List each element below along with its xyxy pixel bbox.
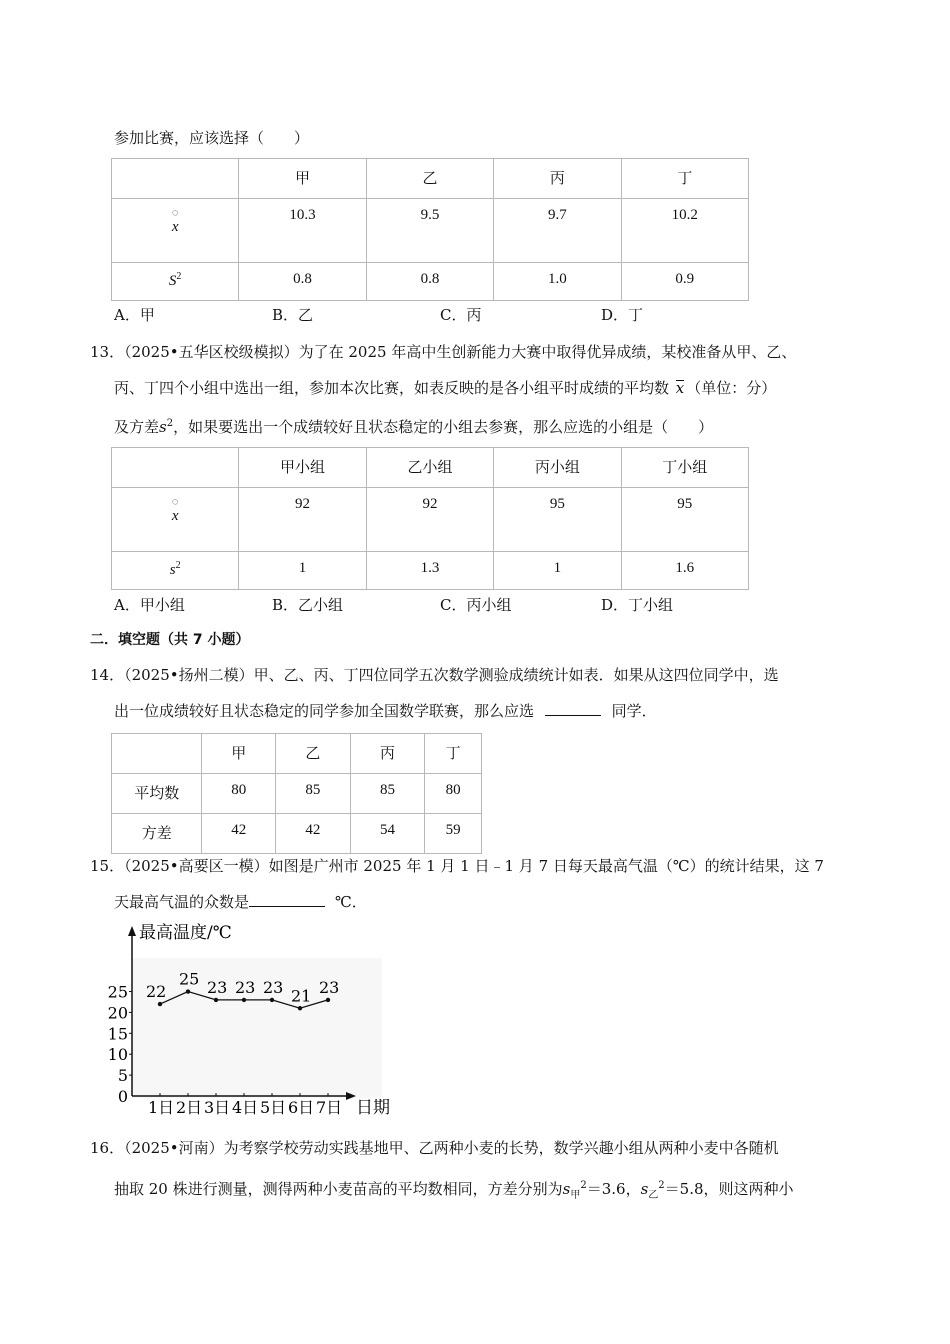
data-point [214, 998, 218, 1002]
y-tick-label: 5 [117, 1066, 128, 1086]
q12-mean-cell: 9.7 [494, 199, 621, 263]
data-point [242, 998, 246, 1002]
q13-option-c[interactable]: C．丙小组 [440, 596, 512, 614]
q16-number: 16． [90, 1139, 125, 1157]
y-tick-label: 15 [107, 1024, 128, 1044]
q14-header-cell: 甲 [202, 734, 276, 774]
variance-value: ＝3.6， [586, 1180, 641, 1198]
q13-line2 [114, 378, 776, 398]
q13-text1: （2025•五华区校级模拟）为了在 2025 年高中生创新能力大赛中取得优异成绩，某校准备从甲、乙、 [124, 343, 797, 361]
q15-text1: （2025•高要区一模）如图是广州市 2025 年 1 月 1 日﹣1 月 7 日每天最高气温（℃）的统计结果，这 7 [124, 857, 824, 875]
q13-text2b: （单位：分） [686, 379, 777, 397]
y-tick-label: 0 [117, 1087, 128, 1106]
q15-line2 [114, 892, 367, 912]
x-tick-label: 1日 [148, 1098, 175, 1117]
q13-text3a: 及方差 [114, 418, 160, 436]
q13-text3b: ，如果要选出一个成绩较好且状态稳定的小组去参赛，那么应选的小组是（ ） [173, 418, 714, 436]
q14-line2 [114, 701, 657, 721]
y-tick-label: 10 [107, 1045, 128, 1065]
q12-mean-cell: 9.5 [366, 199, 493, 263]
q12-option-c[interactable]: C．丙 [440, 306, 482, 324]
mean-ring-mark: ◌ [171, 496, 179, 508]
q12-var-cell: 1.0 [494, 263, 621, 301]
q13-option-d[interactable]: D．丁小组 [601, 596, 674, 614]
q12-table [111, 158, 749, 301]
variance-value: ＝5.8，则这两种小 [664, 1180, 794, 1198]
data-label: 23 [263, 977, 284, 997]
q14-cell: 85 [276, 774, 351, 814]
q13-header-cell: 丙小组 [494, 448, 621, 488]
x-tick-label: 2日 [176, 1098, 203, 1117]
q14-cell: 42 [202, 814, 276, 854]
y-axis-label: 最高温度/℃ [139, 923, 232, 943]
q13-mean-cell: 95 [621, 488, 748, 552]
x-tick-label: 7日 [316, 1098, 343, 1117]
x-tick-label: 6日 [288, 1098, 315, 1117]
data-point [298, 1006, 302, 1010]
data-label: 21 [291, 986, 312, 1006]
q16-line1 [90, 1138, 779, 1158]
y-tick-label: 25 [107, 982, 128, 1002]
q13-line3 [114, 414, 713, 437]
data-point [270, 998, 274, 1002]
q14-header-cell: 丁 [425, 734, 482, 774]
q15-text2a: 天最高气温的众数是 [114, 893, 250, 911]
q12-header-cell: 丙 [494, 159, 621, 199]
q13-mean-label [112, 488, 239, 552]
variance-sub: 乙 [648, 1190, 659, 1201]
data-point [186, 989, 190, 993]
var-symbol: S [168, 273, 177, 289]
q14-line1 [90, 665, 779, 685]
data-label: 25 [179, 969, 200, 989]
q14-cell: 80 [202, 774, 276, 814]
y-axis-arrow-icon [128, 926, 136, 936]
q16-text2a: 抽取 20 株进行测量，测得两种小麦苗高的平均数相同，方差分别为 [114, 1180, 563, 1198]
q12-mean-cell: 10.3 [239, 199, 366, 263]
temperature-line-chart [100, 918, 400, 1124]
q13-number: 13． [90, 343, 125, 361]
q13-text2a: 丙、丁四个小组中选出一组，参加本次比赛，如表反映的是各小组平时成绩的平均数 [114, 379, 670, 397]
q13-table [111, 447, 749, 590]
q12-header-cell: 乙 [366, 159, 493, 199]
x-tick-label: 3日 [204, 1098, 231, 1117]
q16-line2 [114, 1176, 794, 1206]
mean-ring-mark: ◌ [171, 207, 179, 219]
q12-option-a[interactable]: A．甲 [114, 306, 155, 324]
q13-var-cell: 1 [239, 552, 366, 590]
q13-mean-cell: 95 [494, 488, 621, 552]
q13-var-cell: 1.3 [366, 552, 493, 590]
variance-sup: 2 [580, 1180, 587, 1191]
q15-line1 [90, 856, 824, 876]
x-axis-label: 日期 [356, 1098, 390, 1118]
q12-var-label [112, 263, 239, 301]
q15-number: 15． [90, 857, 125, 875]
q13-line1 [90, 342, 796, 362]
data-label: 23 [235, 977, 256, 997]
q14-cell: 59 [425, 814, 482, 854]
data-label: 22 [146, 982, 167, 1002]
q13-var-label [112, 552, 239, 590]
var-symbol: s [169, 562, 176, 578]
section-title: 二．填空题（共 7 小题） [90, 632, 250, 648]
plot-background [132, 958, 382, 1098]
variance-symbol: s [562, 1180, 571, 1198]
q13-mean-cell: 92 [366, 488, 493, 552]
q13-header-cell: 乙小组 [366, 448, 493, 488]
q13-var-cell: 1.6 [621, 552, 748, 590]
q16-text1: （2025•河南）为考察学校劳动实践基地甲、乙两种小麦的长势，数学兴趣小组从两种小麦中各随机 [124, 1139, 779, 1157]
q14-cell: 85 [350, 774, 425, 814]
q13-header-cell: 甲小组 [239, 448, 366, 488]
q14-text1: （2025•扬州二模）甲、乙、丙、丁四位同学五次数学测验成绩统计如表．如果从这四位同学中，选 [124, 666, 779, 684]
q13-option-b[interactable]: B．乙小组 [272, 596, 344, 614]
answer-blank[interactable] [545, 701, 601, 716]
data-label: 23 [207, 977, 228, 997]
q14-cell: 42 [276, 814, 351, 854]
y-tick-label: 20 [107, 1003, 128, 1023]
q14-row-label: 平均数 [112, 774, 202, 814]
q12-header-blank [112, 159, 239, 199]
variance-symbol: s [640, 1180, 649, 1198]
var-sup: 2 [176, 271, 182, 282]
q12-intro: 参加比赛，应该选择（ ） [114, 129, 310, 147]
q14-cell: 80 [425, 774, 482, 814]
q13-header-cell: 丁小组 [621, 448, 748, 488]
q12-mean-cell: 10.2 [621, 199, 748, 263]
q12-var-cell: 0.8 [239, 263, 366, 301]
q14-text2a: 出一位成绩较好且状态稳定的同学参加全国数学联赛，那么应选 [114, 702, 535, 720]
q12-option-b[interactable]: B．乙 [272, 306, 314, 324]
var-sup: 2 [175, 560, 181, 571]
q13-var-cell: 1 [494, 552, 621, 590]
mean-xbar-symbol: x [675, 379, 685, 397]
q12-header-cell: 丁 [621, 159, 748, 199]
q15-text2b: ℃． [335, 893, 367, 911]
x-tick-label: 5日 [260, 1098, 287, 1117]
data-point [158, 1002, 162, 1006]
q12-header-cell: 甲 [239, 159, 366, 199]
q14-header-blank [112, 734, 202, 774]
q12-option-d[interactable]: D．丁 [601, 306, 644, 324]
x-tick-label: 4日 [232, 1098, 259, 1117]
q14-table [111, 733, 482, 854]
data-point [326, 998, 330, 1002]
q13-mean-cell: 92 [239, 488, 366, 552]
q14-cell: 54 [350, 814, 425, 854]
variance-sup: 2 [166, 418, 174, 429]
q14-header-cell: 丙 [350, 734, 425, 774]
q14-text2b: 同学． [611, 702, 657, 720]
answer-blank[interactable] [249, 892, 325, 907]
q14-number: 14． [90, 666, 125, 684]
mean-symbol: x [171, 219, 179, 235]
data-label: 23 [319, 977, 340, 997]
mean-symbol: x [171, 508, 179, 524]
variance-sub: 甲 [570, 1190, 581, 1201]
variance-sup: 2 [658, 1180, 665, 1191]
q13-header-blank [112, 448, 239, 488]
variance-symbol: s [159, 418, 167, 436]
q12-var-cell: 0.9 [621, 263, 748, 301]
q14-header-cell: 乙 [276, 734, 351, 774]
q13-option-a[interactable]: A．甲小组 [114, 596, 185, 614]
q12-mean-label [112, 199, 239, 263]
q12-var-cell: 0.8 [366, 263, 493, 301]
q14-row-label: 方差 [112, 814, 202, 854]
